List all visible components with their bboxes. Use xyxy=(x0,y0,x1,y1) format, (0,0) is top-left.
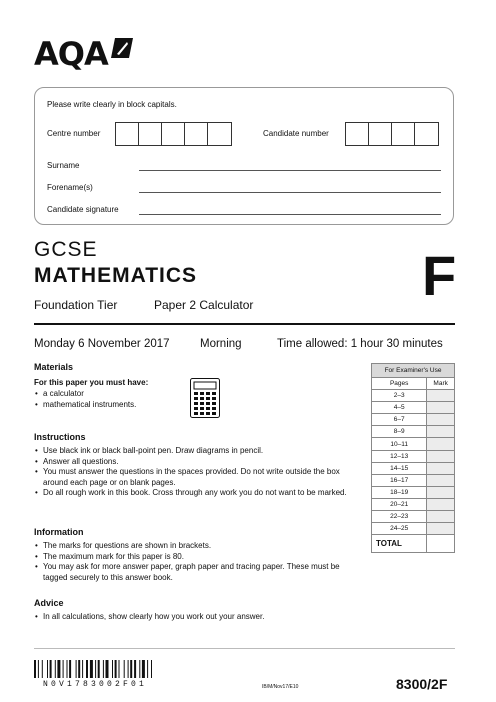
total-label: TOTAL xyxy=(372,535,427,553)
candidate-details-box xyxy=(34,87,454,225)
subject-title: MATHEMATICS xyxy=(34,264,198,287)
materials-intro: For this paper you must have: xyxy=(34,378,149,387)
list-item: • mathematical instruments. xyxy=(34,400,352,411)
pages-cell: 4–5 xyxy=(372,402,427,414)
table-row xyxy=(372,511,455,523)
list-item: • a calculator xyxy=(34,389,352,400)
instructions-list xyxy=(34,446,352,499)
mark-cell xyxy=(427,474,455,486)
table-row xyxy=(372,462,455,474)
forenames-field[interactable] xyxy=(139,192,441,193)
mark-cell xyxy=(427,523,455,535)
barcode-number: N0V1783002F01 xyxy=(43,680,148,689)
table-row xyxy=(372,474,455,486)
mark-cell xyxy=(427,414,455,426)
centre-number-label: Centre number xyxy=(47,129,101,138)
advice-heading: Advice xyxy=(34,598,64,608)
pages-cell: 22–23 xyxy=(372,511,427,523)
table-row xyxy=(372,498,455,510)
list-item: • Answer all questions. xyxy=(34,457,352,468)
time-allowed: Time allowed: 1 hour 30 minutes xyxy=(277,338,443,350)
pages-cell: 18–19 xyxy=(372,486,427,498)
mark-cell xyxy=(427,462,455,474)
pages-cell: 16–17 xyxy=(372,474,427,486)
pages-cell: 2–3 xyxy=(372,390,427,402)
list-item: • You may ask for more answer paper, graph paper and tracing paper. These must be tagged securely to this answer book. xyxy=(34,562,352,583)
table-row xyxy=(372,414,455,426)
pages-cell: 6–7 xyxy=(372,414,427,426)
calculator-icon xyxy=(190,378,220,418)
list-item: • Do all rough work in this book. Cross through any work you do not want to be marked. xyxy=(34,488,352,499)
aqa-logo xyxy=(34,35,133,73)
candidate-number-field[interactable] xyxy=(345,122,439,146)
pages-cell: 14–15 xyxy=(372,462,427,474)
signature-label: Candidate signature xyxy=(47,205,119,214)
table-row xyxy=(372,390,455,402)
pages-cell: 10–11 xyxy=(372,438,427,450)
information-heading: Information xyxy=(34,527,84,537)
list-item: • In all calculations, show clearly how you work out your answer. xyxy=(34,612,352,623)
examiner-use-table xyxy=(371,363,455,553)
mark-cell xyxy=(427,486,455,498)
centre-number-field[interactable] xyxy=(115,122,232,146)
mark-cell xyxy=(427,438,455,450)
tier-letter: F xyxy=(422,244,457,307)
exam-session: Morning xyxy=(200,338,242,350)
mark-cell xyxy=(427,498,455,510)
mark-cell xyxy=(427,426,455,438)
mark-cell xyxy=(427,511,455,523)
pages-cell: 24–25 xyxy=(372,523,427,535)
pages-cell: 8–9 xyxy=(372,426,427,438)
tier-label: Foundation Tier xyxy=(34,298,118,312)
table-row xyxy=(372,438,455,450)
title-divider xyxy=(34,323,455,325)
footer-divider xyxy=(34,648,455,649)
pages-cell: 20–21 xyxy=(372,498,427,510)
exam-date: Monday 6 November 2017 xyxy=(34,338,170,350)
list-item: • The maximum mark for this paper is 80. xyxy=(34,552,352,563)
pages-column-header: Pages xyxy=(372,378,427,390)
materials-heading: Materials xyxy=(34,362,74,372)
list-item: • Use black ink or black ball-point pen. Draw diagrams in pencil. xyxy=(34,446,352,457)
paper-label: Paper 2 Calculator xyxy=(154,298,254,312)
candidate-number-label: Candidate number xyxy=(263,129,329,138)
total-row xyxy=(372,535,455,553)
total-mark-cell xyxy=(427,535,455,553)
surname-label: Surname xyxy=(47,161,80,170)
information-list xyxy=(34,541,352,583)
logo-slash-icon xyxy=(111,38,133,58)
list-item: • You must answer the questions in the spaces provided. Do not write outside the box around each page or on blank pages. xyxy=(34,467,352,488)
document-reference: IB/M/Nov17/E10 xyxy=(262,684,299,690)
barcode xyxy=(34,660,194,680)
pages-cell: 12–13 xyxy=(372,450,427,462)
instructions-heading: Instructions xyxy=(34,432,86,442)
table-row xyxy=(372,450,455,462)
surname-field[interactable] xyxy=(139,170,441,171)
table-row xyxy=(372,402,455,414)
mark-cell xyxy=(427,390,455,402)
table-row xyxy=(372,486,455,498)
forenames-label: Forename(s) xyxy=(47,183,93,192)
list-item: • The marks for questions are shown in brackets. xyxy=(34,541,352,552)
mark-column-header: Mark xyxy=(427,378,455,390)
examiner-table-title: For Examiner's Use xyxy=(372,364,455,378)
block-capitals-instruction: Please write clearly in block capitals. xyxy=(47,100,177,109)
table-row xyxy=(372,426,455,438)
qualification-title: GCSE xyxy=(34,238,98,261)
signature-field[interactable] xyxy=(139,214,441,215)
mark-cell xyxy=(427,402,455,414)
mark-cell xyxy=(427,450,455,462)
logo-text: AQA xyxy=(34,35,108,73)
table-row xyxy=(372,523,455,535)
paper-code: 8300/2F xyxy=(396,676,448,692)
advice-list xyxy=(34,612,352,623)
